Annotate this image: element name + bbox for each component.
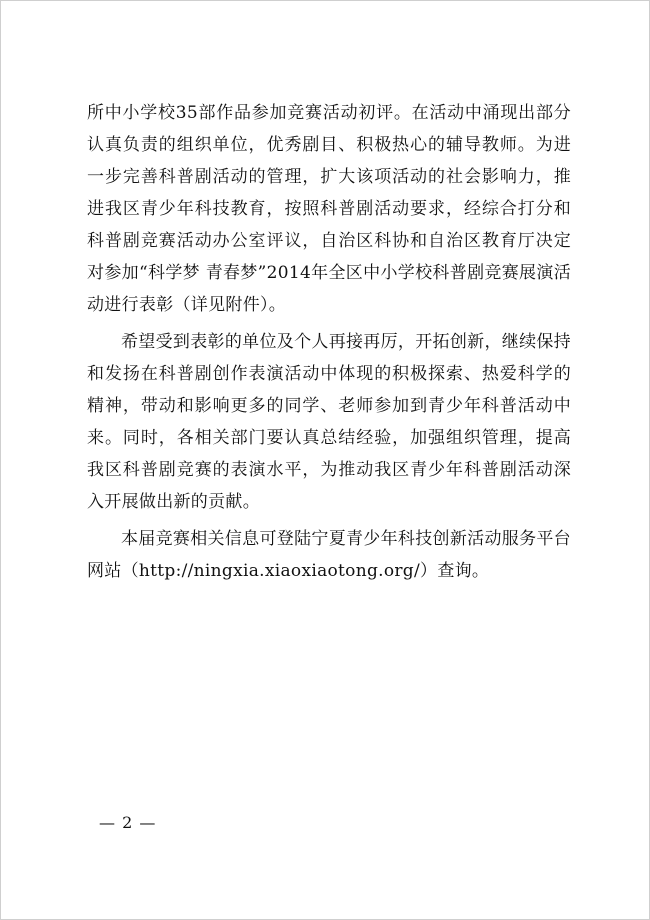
page-number: — 2 — bbox=[99, 813, 157, 832]
document-body bbox=[87, 97, 571, 587]
paragraph-2: 希望受到表彰的单位及个人再接再厉，开拓创新，继续保持和发扬在科普剧创作表演活动中体现的积极探索、热爱科学的精神，带动和影响更多的同学、老师参加到青少年科普活动中来。同时，各相关部门要认真总结经验，加强组织管理，提高我区科普剧竞赛的表演水平，为推动我区青少年科普剧活动深入开展做出新的贡献。 bbox=[87, 332, 571, 512]
paragraph-3: 本届竞赛相关信息可登陆宁夏青少年科技创新活动服务平台网站（http://ningxia.xiaoxiaotong.org/）查询。 bbox=[87, 529, 571, 581]
paragraph-1: 所中小学校35部作品参加竞赛活动初评。在活动中涌现出部分认真负责的组织单位，优秀剧目、积极热心的辅导教师。为进一步完善科普剧活动的管理，扩大该项活动的社会影响力，推进我区青少年科技教育，按照科普剧活动要求，经综合打分和科普剧竞赛活动办公室评议，自治区科协和自治区教育厅决定对参加“科学梦 青春梦”2014年全区中小学校科普剧竞赛展演活动进行表彰（详见附件）。 bbox=[87, 103, 571, 315]
